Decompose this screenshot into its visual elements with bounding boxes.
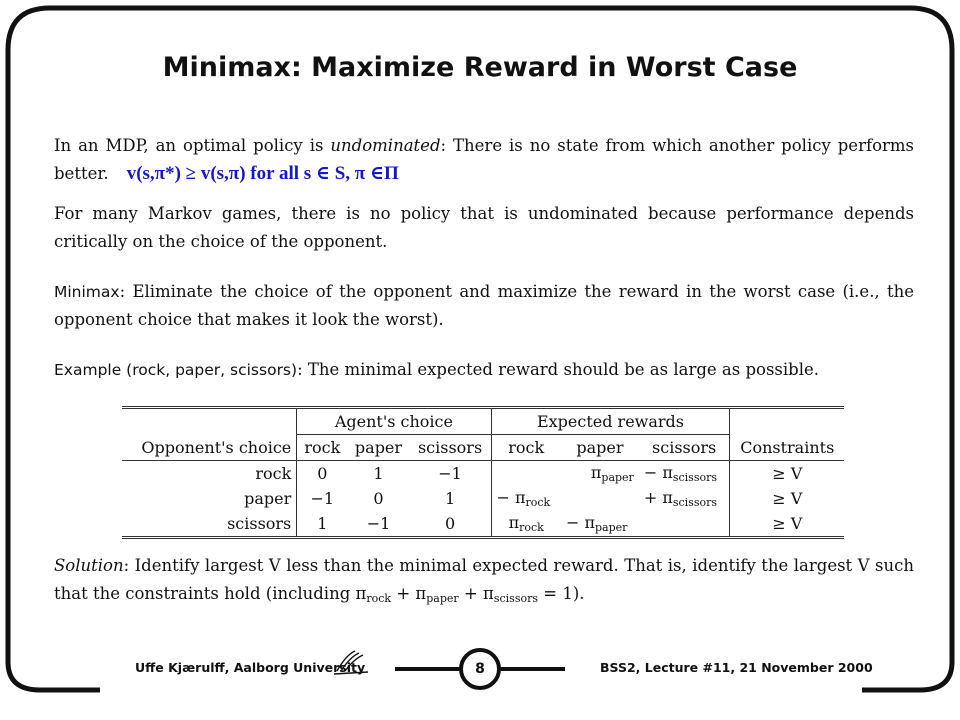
minimax-label: Minimax — [54, 283, 120, 301]
table-group-header — [122, 408, 844, 435]
footer-author: Uffe Kjærulff, Aalborg University — [135, 660, 366, 675]
solution-label: Solution — [54, 556, 124, 575]
paragraph-markov-games: For many Markov games, there is no policy that is undominated because performance depends critically on the choice of the opponent. — [54, 204, 914, 251]
undominated-term: undominated — [330, 136, 441, 155]
table-column-header: Opponent's choice rock paper scissors rock paper scissors Constraints — [122, 435, 844, 461]
footer-lecture: BSS2, Lecture #11, 21 November 2000 — [600, 660, 873, 675]
paragraph-minimax: Minimax: Eliminate the choice of the opponent and maximize the reward in the worst case (i.e., the opponent choice that makes it look the worst). — [54, 282, 914, 329]
paragraph-solution: Solution: Identify largest V less than the minimal expected reward. That is, identify the largest V such that the constraints hold (including $\pi_{rock} + \pi_{paper} + \pi_{scissors} = 1$). — [54, 556, 914, 605]
slide-title: Minimax: Maximize Reward in Worst Case — [162, 52, 798, 83]
opponent-choice-header: Opponent's choice — [122, 435, 297, 461]
page-number: 8 — [475, 661, 485, 677]
agent-choice-header: Agent's choice — [297, 408, 491, 435]
paragraph-undominated: In an MDP, an optimal policy is undominated: There is no state from which another policy performs better. v(s,π*) ≥ v(s,π) for all s ∈ S, π ∈Π — [54, 136, 914, 184]
paragraph-example: Example (rock, paper, scissors): The minimal expected reward should be as large as possible. — [54, 360, 820, 379]
optimality-formula: v(s,π*) ≥ v(s,π) for all s ∈ S, π ∈Π — [126, 163, 399, 184]
expected-rewards-header: Expected rewards — [491, 408, 730, 435]
probability-sum-formula: $\pi_{rock} + \pi_{paper} + \pi_{scissors}$ — [355, 584, 538, 605]
constraints-header: Constraints — [730, 435, 844, 461]
table-row: scissors 1 −1 0 $\pi_{rock}$ − $\pi_{paper}$ ≥ V — [122, 511, 844, 538]
table-row: paper −1 0 1 − $\pi_{rock}$ + $\pi_{scissors}$ ≥ V — [122, 486, 844, 511]
payoff-table — [122, 406, 844, 539]
example-label: Example (rock, paper, scissors) — [54, 361, 298, 379]
table-row: rock 0 1 −1 $\pi_{paper}$ − $\pi_{scissors}$ ≥ V — [122, 461, 844, 487]
